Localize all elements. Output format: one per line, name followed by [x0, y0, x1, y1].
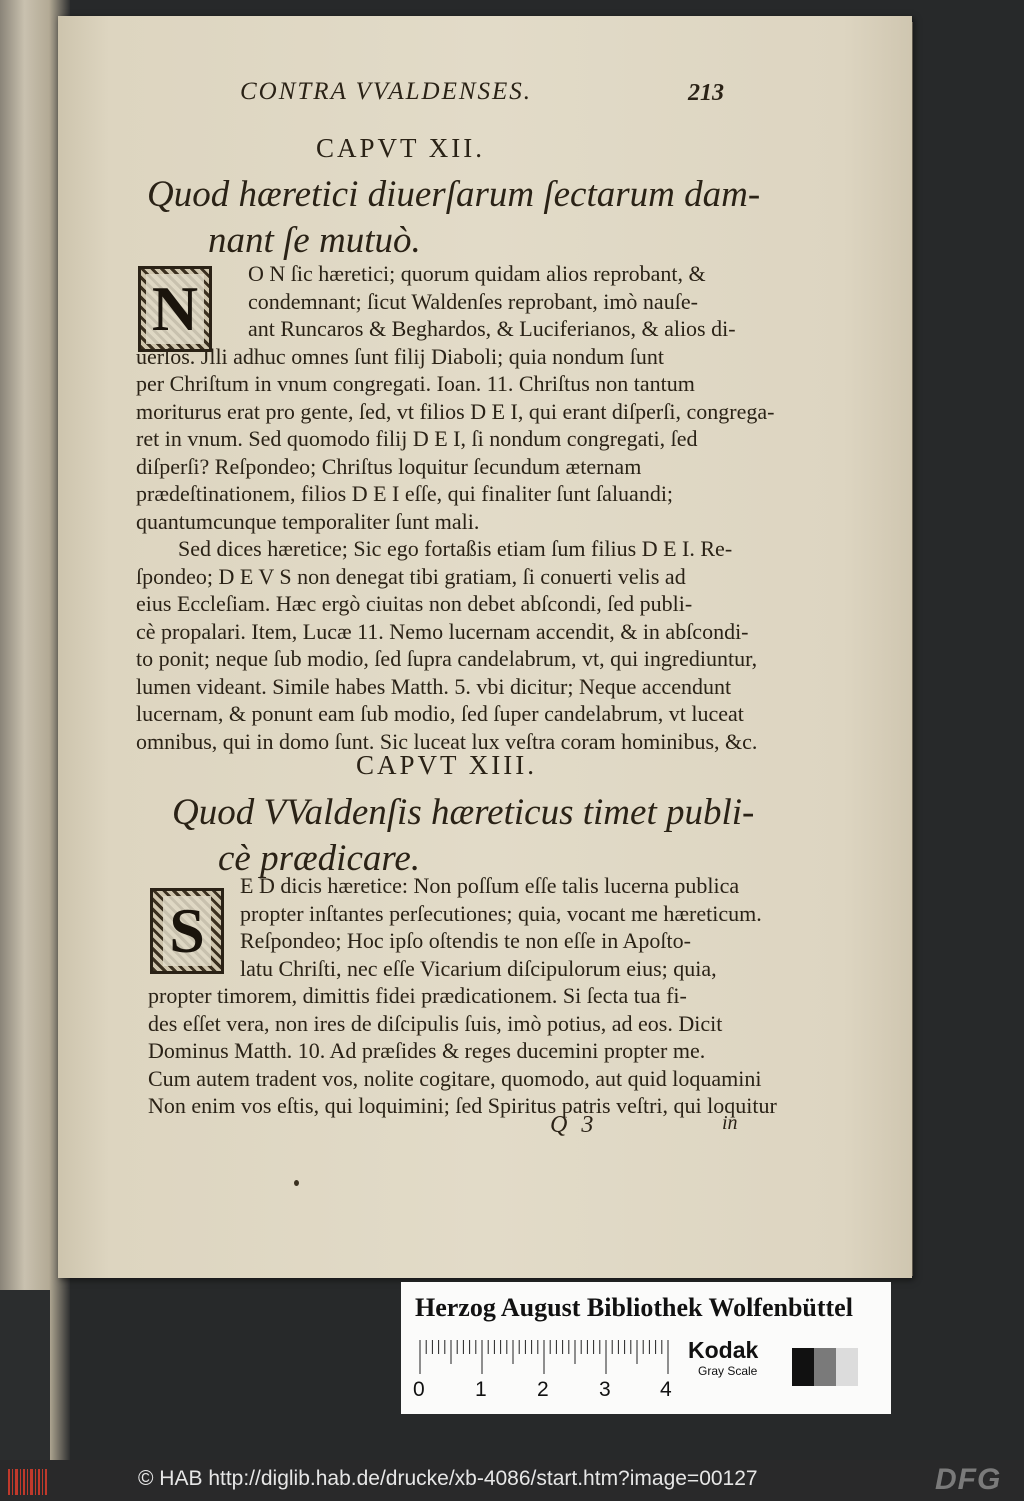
chapter-13-heading-line-1: Quod VValdenſis hæreticus timet publi- — [172, 792, 755, 833]
ink-speck — [294, 1180, 299, 1186]
signature-mark: Q 3 — [550, 1112, 598, 1138]
text-line: Dominus Matth. 10. Ad præſides & reges ducemini propter me. — [148, 1038, 706, 1063]
gray-scale-label: Gray Scale — [698, 1364, 758, 1378]
text-line: eius Eccleſiam. Hæc ergò ciuitas non debet abſcondi, ſed publi- — [136, 591, 693, 616]
chapter-13-body — [148, 872, 777, 1120]
text-line: uerſos. Jlli adhuc omnes ſunt filij Diaboli; quia nondum ſunt — [136, 343, 664, 369]
initial-letter: N — [146, 274, 204, 344]
page-number: 213 — [688, 80, 724, 106]
text-line: diſperſi? Reſpondeo; Chriſtus loquitur ſecundum æternam — [136, 453, 642, 479]
text-line: moriturus erat pro gente, ſed, vt filios D E I, qui erant diſperſi, congrega- — [136, 398, 775, 424]
running-head: CONTRA VVALDENSES. — [240, 78, 533, 105]
kodak-logo: Kodak — [688, 1337, 759, 1363]
chapter-12-heading-line-1: Quod hæretici diuerſarum ſectarum dam- — [147, 174, 761, 215]
chapter-13-title: CAPVT XIII. — [356, 750, 537, 780]
scale-number: 1 — [475, 1378, 487, 1401]
text-line: prædeſtinationem, filios D E I eſſe, qui finaliter ſunt ſaluandi; — [136, 481, 674, 506]
swatch-light — [836, 1348, 858, 1386]
chapter-12-title: CAPVT XII. — [316, 133, 486, 163]
catchword: in — [722, 1112, 738, 1134]
text-line: omnibus, qui in domo ſunt. Sic luceat lux veſtra coram hominibus, &c. — [136, 728, 758, 754]
text-line: propter inſtantes perſecutiones; quia, vocant me hæreticum. — [240, 900, 762, 926]
chapter-13-heading-line-2: cè prædicare. — [218, 838, 421, 879]
text-line: lumen videant. Simile habes Matth. 5. vbi dicitur; Neque accendunt — [136, 673, 732, 699]
scale-number: 3 — [599, 1378, 611, 1401]
text-line: quantumcunque temporaliter ſunt mali. — [136, 508, 480, 534]
barcode-icon — [8, 1469, 48, 1495]
ruler-scale — [418, 1340, 670, 1376]
swatch-gray — [814, 1348, 836, 1386]
library-name: Herzog August Bibliothek Wolfenbüttel — [415, 1293, 853, 1322]
gray-swatches — [792, 1348, 858, 1386]
text-line: Reſpondeo; Hoc ipſo oſtendis te non eſſe in Apoſto- — [240, 928, 691, 953]
text-line: cè propalari. Item, Lucæ 11. Nemo lucernam accendit, & in abſcondi- — [136, 618, 749, 644]
scale-number: 0 — [413, 1378, 425, 1401]
text-line: Non enim vos eſtis, qui loquimini; ſed Spiritus patris veſtri, qui loquitur — [148, 1093, 777, 1118]
initial-letter: S — [163, 896, 211, 966]
text-line: propter timorem, dimittis fidei prædicationem. Si ſecta tua fi- — [148, 983, 687, 1008]
text-line: Sed dices hæretice; Sic ego fortaßis etiam ſum filius D E I. Re- — [178, 536, 733, 561]
source-credit: © HAB http://diglib.hab.de/drucke/xb-4086/start.htm?image=00127 — [138, 1467, 758, 1490]
text-line: ant Runcaros & Beghardos, & Luciferianos, & alios di- — [248, 316, 736, 341]
text-line: per Chriſtum in vnum congregati. Ioan. 11. Chriſtus non tantum — [136, 371, 695, 396]
chapter-12-body — [136, 260, 775, 755]
text-line: condemnant; ſicut Waldenſes reprobant, imò nauſe- — [248, 288, 698, 314]
text-line: ret in vnum. Sed quomodo filij D E I, ſi nondum congregati, ſed — [136, 426, 698, 451]
text-line: O N ſic hæretici; quorum quidam alios reprobant, & — [248, 261, 706, 286]
dfg-logo: DFG — [935, 1463, 1002, 1496]
text-line: Cum autem tradent vos, nolite cogitare, quomodo, aut quid loquamini — [148, 1065, 762, 1091]
text-line: des eſſet vera, non ires de diſcipulis ſuis, imò potius, ad eos. Dicit — [148, 1010, 723, 1036]
scale-number: 4 — [660, 1378, 672, 1401]
text-line: to ponit; neque ſub modio, ſed ſupra candelabrum, vt, qui ingrediuntur, — [136, 646, 758, 671]
chapter-12-heading-line-2: nant ſe mutuò. — [208, 220, 421, 261]
text-line: latu Chriſti, nec eſſe Vicarium diſcipulorum eius; quia, — [240, 955, 717, 981]
swatch-black — [792, 1348, 814, 1386]
text-line: lucernam, & ponunt eam ſub modio, ſed ſuper candelabrum, vt luceat — [136, 701, 744, 726]
text-line: E D dicis hæretice: Non poſſum eſſe talis lucerna publica — [240, 873, 740, 898]
scale-number: 2 — [537, 1378, 549, 1401]
text-line: ſpondeo; D E V S non denegat tibi gratiam, ſi conuerti velis ad — [136, 563, 686, 589]
